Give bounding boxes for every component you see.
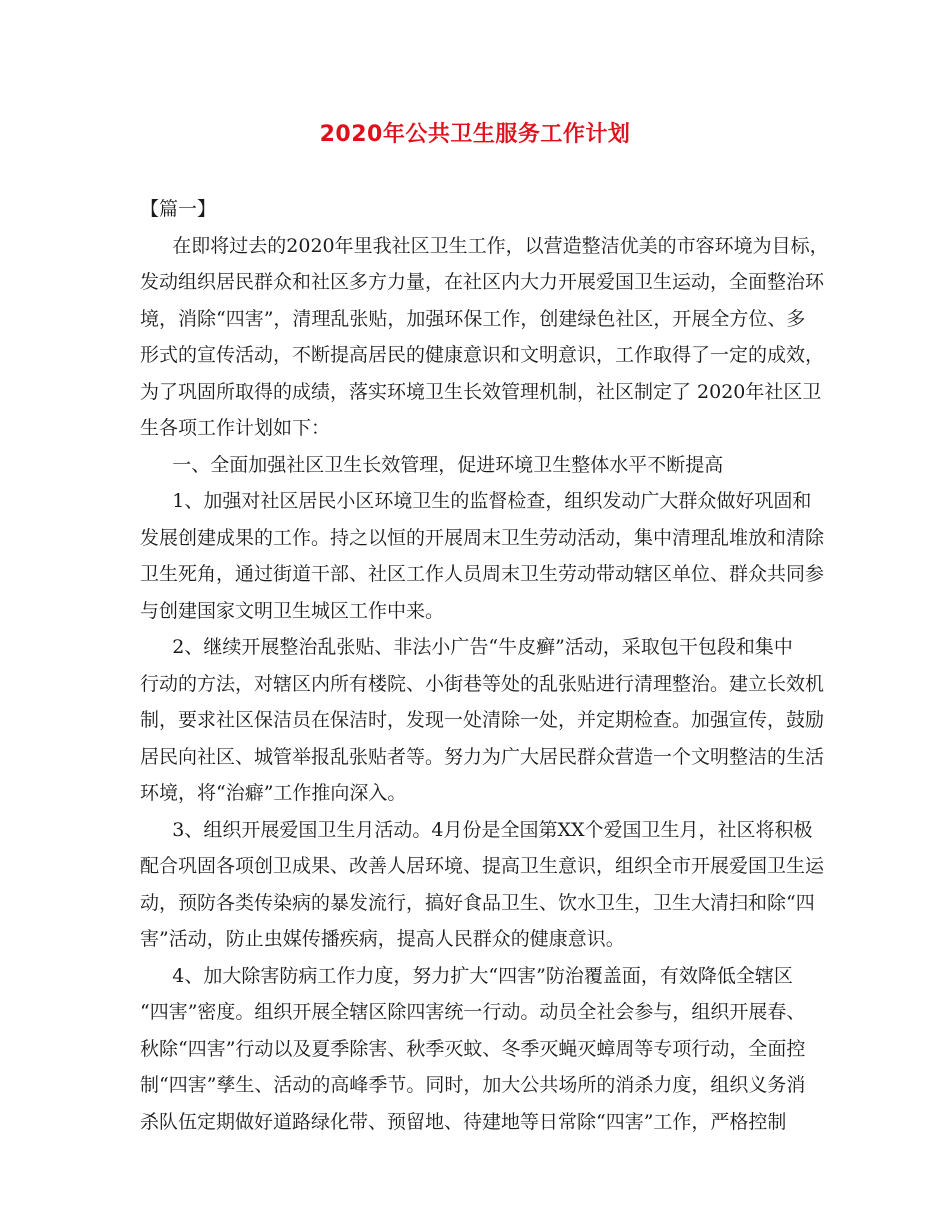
paragraph-line: 与创建国家文明卫生城区工作中来。 [140, 599, 445, 622]
paragraph [140, 483, 825, 629]
document-body [140, 191, 829, 1140]
paragraph-line: 制“四害”孳生、活动的高峰季节。同时，加大公共场所的消杀力度，组织义务消 [140, 1074, 806, 1096]
document-title: 2020年公共卫生服务工作计划 [319, 122, 631, 147]
paragraph-line: 1、加强对社区居民小区环境卫生的监督检查，组织发动广大群众做好巩固和 [172, 490, 812, 512]
paragraph-line: “四害”密度。组织开展全辖区除四害统一行动。动员全社会参与，组织开展春、 [140, 1001, 806, 1023]
paragraph-line: 秋除“四害”行动以及夏季除害、秋季灭蚊、冬季灭蝇灭蟑周等专项行动，全面控 [140, 1037, 806, 1060]
paragraph [140, 812, 825, 958]
paragraph-line: 形式的宣传活动，不断提高居民的健康意识和文明意识，工作取得了一定的成效， [140, 344, 825, 366]
paragraph-line: 在即将过去的2020年里我社区卫生工作，以营造整洁优美的市容环境为目标， [172, 234, 829, 257]
section-label [140, 191, 820, 228]
paragraph-line: 发展创建成果的工作。持之以恒的开展周末卫生劳动活动，集中清理乱堆放和清除 [140, 526, 825, 549]
paragraph [140, 447, 820, 484]
paragraph [140, 958, 820, 1141]
paragraph [140, 228, 829, 447]
paragraph-line: 境，消除“四害”，清理乱张贴，加强环保工作，创建绿色社区，开展全方位、多 [140, 307, 806, 330]
paragraph-line: 为了巩固所取得的成绩，落实环境卫生长效管理机制，社区制定了 2020年社区卫 [140, 380, 822, 403]
paragraph-line: 配合巩固各项创卫成果、改善人居环境、提高卫生意识，组织全市开展爱国卫生运 [140, 855, 825, 877]
paragraph-line: 杀队伍定期做好道路绿化带、预留地、待建地等日常除“四害”工作，严格控制 [140, 1110, 787, 1133]
paragraph-line: 卫生死角，通过街道干部、社区工作人员周末卫生劳动带动辖区单位、群众共同参 [140, 563, 825, 585]
paragraph-line: 2、继续开展整治乱张贴、非法小广告“牛皮癣”活动，采取包干包段和集中 [172, 636, 793, 658]
paragraph-line: 害”活动，防止虫媒传播疾病，提高人民群众的健康意识。 [140, 928, 625, 950]
paragraph-line: 制，要求社区保洁员在保洁时，发现一处清除一处，并定期检查。加强宣传，鼓励 [140, 709, 825, 731]
paragraph-line: 环境，将“治癖”工作推向深入。 [140, 782, 407, 804]
paragraph-line: 4、加大除害防病工作力度，努力扩大“四害”防治覆盖面，有效降低全辖区 [172, 964, 793, 987]
section-label-text: 【篇一】 [140, 198, 217, 220]
paragraph-line: 3、组织开展爱国卫生月活动。4月份是全国第XX个爱国卫生月，社区将积极 [172, 818, 813, 841]
paragraph-line: 一、全面加强社区卫生长效管理，促进环境卫生整体水平不断提高 [172, 453, 724, 476]
paragraph-line: 动，预防各类传染病的暴发流行，搞好食品卫生、饮水卫生，卫生大清扫和除“四 [140, 891, 815, 914]
paragraph-line: 居民向社区、城管举报乱张贴者等。努力为广大居民群众营造一个文明整洁的生活 [140, 745, 825, 768]
paragraph [140, 629, 825, 812]
paragraph-line: 生各项工作计划如下： [140, 417, 331, 439]
paragraph-line: 发动组织居民群众和社区多方力量，在社区内大力开展爱国卫生运动，全面整治环 [140, 271, 825, 293]
paragraph-line: 行动的方法，对辖区内所有楼院、小街巷等处的乱张贴进行清理整治。建立长效机 [140, 672, 825, 695]
